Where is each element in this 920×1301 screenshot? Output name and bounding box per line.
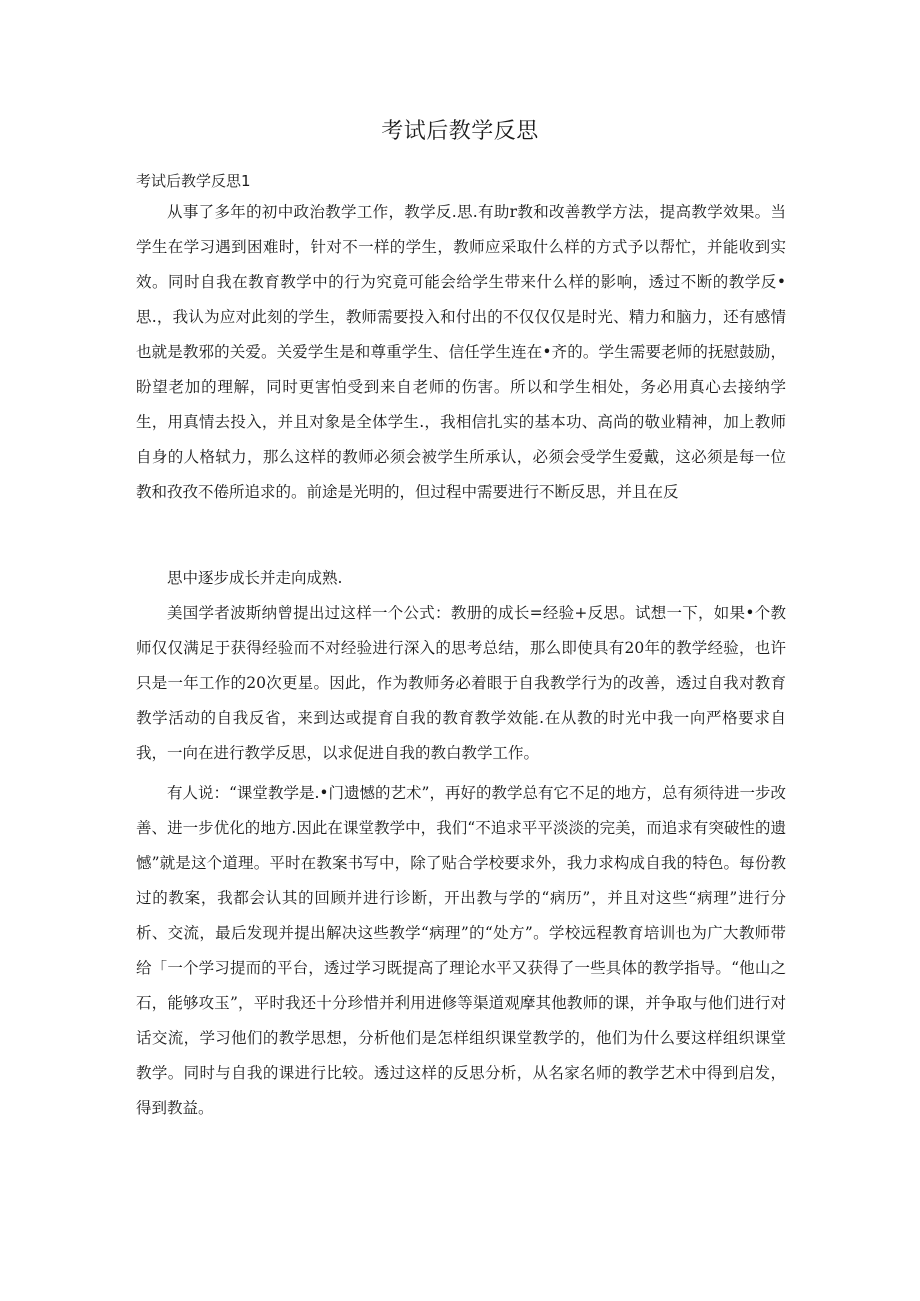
body-paragraph: 从事了多年的初中政治教学工作，教学反.思.有助r教和改善教学方法，提高教学效果。当学生在学习遇到困难时，针对不一样的学生，教师应采取什么样的方式予以帮忙，并能收到实效。同时自我在教育教学中的行为究竟可能会给学生带来什么样的影响，透过不断的教学反•思.，我认为应对此刻的学生，教师需要投入和付出的不仅仅仅是时光、精力和脑力，还有感情也就是教邪的关爱。关爱学生是和尊重学生、信任学生连在•齐的。学生需要老师的抚慰鼓励，盼望老加的理解，同时更害怕受到来自老师的伤害。所以和学生相处，务必用真心去接纳学生，用真情去投入，并且对象是全体学生.，我相信扎实的基本功、高尚的敬业精神，加上教师自身的人格轼力，那么这样的教师必须会被学生所承认，必须会受学生爱戴，这必须是每一位教和孜孜不倦所追求的。前途是光明的，但过程中需要进行不断反思，并且在反 — [136, 203, 786, 501]
body-paragraph: 思中逐步成长并走向成熟. — [167, 569, 343, 587]
section-heading: 考试后教学反思1 — [136, 172, 251, 190]
body-paragraph: 美国学者波斯纳曾提出过这样一个公式：教册的成长=经验+反思。试想一下，如果•个教师仅仅满足于获得经验而不对经验进行深入的思考总结，那么即使具有20年的教学经验，也许只是一年工作的20次更星。因此，作为教师务必着眼于自我教学行为的改善，透过自我对教育教学活动的自我反省，来到达或提育自我的教育教学效能.在从教的时光中我一向严格要求自我，一向在进行教学反思，以求促进自我的教白教学工作。 — [136, 604, 786, 762]
document-title: 考试后教学反思 — [381, 119, 539, 144]
body-paragraph: 有人说：“课堂教学是.•门遗憾的艺术”，再好的教学总有它不足的地方，总有须待进一步改善、进一步优化的地方.因此在课堂教学中，我们“不追求平平淡淡的完美，而追求有突破性的遗憾”就是这个道理。平时在教案书写中，除了贴合学校要求外，我力求构成自我的特色。每份教过的教案，我都会认其的回顾并进行诊断，开出教与学的“病历”，并且对这些“病理”进行分析、交流，最后发现并提出解决这些教学“病理”的“处方”。学校远程教育培训也为广大教师带给「一个学习提而的平台，透过学习既提高了理论水平又获得了一些具体的教学指导。“他山之石，能够攻玉”，平时我还十分珍惜并利用进修等渠道观摩其他教师的课，并争取与他们进行对话交流，学习他们的教学思想，分析他们是怎样组织课堂教学的，他们为什么要这样组织课堂教学。同时与自我的课进行比较。透过这样的反思分析，从名家名师的教学艺术中得到启发，得到教益。 — [136, 784, 786, 1117]
